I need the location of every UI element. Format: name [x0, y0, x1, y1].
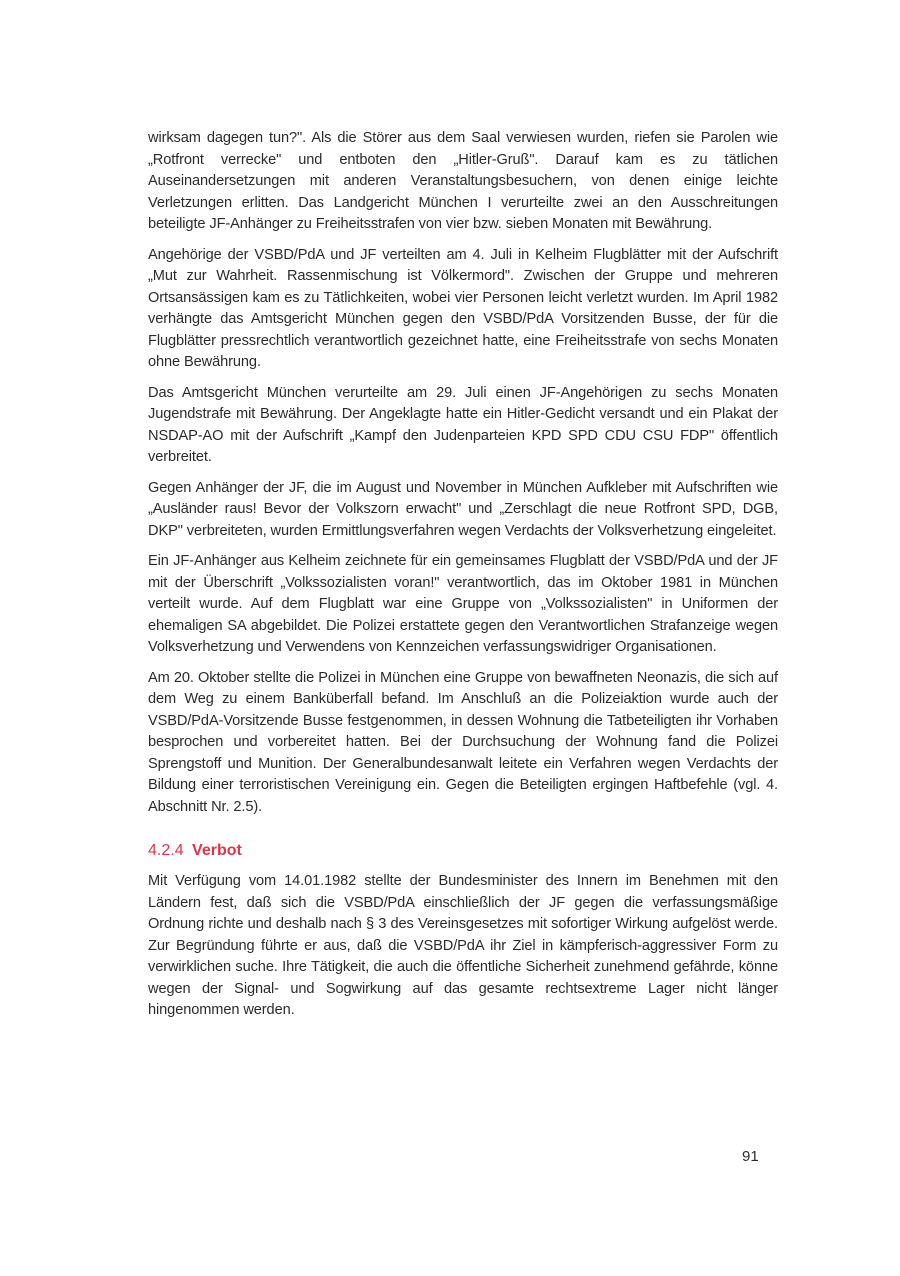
page-number: 91 — [742, 1148, 759, 1165]
paragraph-5: Ein JF-Anhänger aus Kelheim zeichnete für ein gemeinsames Flugblatt der VSBD/PdA und der JF mit der Überschrift „Volkssozialisten voran!" verantwortlich, das im Oktober 1981 in München verteilt wurde. Auf dem Flugblatt war eine Gruppe von „Volkssozialisten" in Uniformen der ehemaligen SA abgebildet. Die Polizei erstattete gegen den Verantwortlichen Strafanzeige wegen Volksverhetzung und Verwendens von Kennzeichen verfassungswidriger Organisationen. — [148, 553, 778, 655]
section-number: 4.2.4 — [148, 842, 184, 859]
paragraph-2: Angehörige der VSBD/PdA und JF verteilten am 4. Juli in Kelheim Flugblätter mit der Aufschrift „Mut zur Wahrheit. Rassenmischung ist Völkermord". Zwischen der Gruppe und mehreren Ortsansässigen kam es zu Tätlichkeiten, wobei vier Personen leicht verletzt wurden. Im April 1982 verhängte das Amtsgericht München gegen den VSBD/PdA Vorsitzenden Busse, der für die Flugblätter pressrechtlich verantwortlich gezeichnet hatte, eine Freiheitsstrafe von sechs Monaten ohne Bewährung. — [148, 246, 778, 370]
paragraph-1: wirksam dagegen tun?". Als die Störer aus dem Saal verwiesen wurden, riefen sie Parolen wie „Rotfront verrecke" und entboten den „Hitler-Gruß". Darauf kam es zu tätlichen Auseinandersetzungen mit anderen Veranstaltungsbesuchern, von denen einige leichte Verletzungen erlitten. Das Landgericht München I verurteilte zwei an den Ausschreitungen beteiligte JF-Anhänger zu Freiheitsstrafen von vier bzw. sieben Monaten mit Bewährung. — [148, 130, 778, 232]
section-paragraph: Mit Verfügung vom 14.01.1982 stellte der Bundesminister des Innern im Benehmen mit den Ländern fest, daß sich die VSBD/PdA einschließlich der JF gegen die verfassungsmäßige Ordnung richte und deshalb nach § 3 des Vereinsgesetzes mit sofortiger Wirkung aufgelöst werde. Zur Begründung führte er aus, daß die VSBD/PdA ihr Ziel in kämpferisch-aggressiver Form zu verwirklichen suche. Ihre Tätigkeit, die auch die öffentliche Sicherheit zunehmend gefährde, könne wegen der Signal- und Sogwirkung auf das gesamte rechtsextreme Lager nicht länger hingenommen werden. — [148, 873, 778, 1018]
section-heading — [148, 840, 778, 862]
paragraph-6: Am 20. Oktober stellte die Polizei in München eine Gruppe von bewaffneten Neonazis, die sich auf dem Weg zu einem Banküberfall befand. Im Anschluß an die Polizeiaktion wurde auch der VSBD/PdA-Vorsitzende Busse festgenommen, in dessen Wohnung die Tatbeteiligten ihr Vorhaben besprochen und vorbereitet hatten. Bei der Durchsuchung der Wohnung fand die Polizei Sprengstoff und Munition. Der Generalbundesanwalt leitete ein Verfahren wegen Verdachts der Bildung einer terroristischen Vereinigung ein. Gegen die Beteiligten ergingen Haftbefehle (vgl. 4. Abschnitt Nr. 2.5). — [148, 669, 778, 815]
document-body — [148, 128, 778, 1031]
paragraph-4: Gegen Anhänger der JF, die im August und November in München Aufkleber mit Aufschriften wie „Ausländer raus! Bevor der Volkszorn erwacht" und „Zerschlagt die neue Rotfront SPD, DGB, DKP" verbreiteten, wurden Ermittlungsverfahren wegen Verdachts der Volksverhetzung eingeleitet. — [148, 479, 778, 539]
section-title: Verbot — [192, 842, 242, 859]
paragraph-3: Das Amtsgericht München verurteilte am 29. Juli einen JF-Angehörigen zu sechs Monaten Jugendstrafe mit Bewährung. Der Angeklagte hatte ein Hitler-Gedicht versandt und ein Plakat der NSDAP-AO mit der Aufschrift „Kampf den Judenparteien KPD SPD CDU CSU FDP" öffentlich verbreitet. — [148, 384, 778, 465]
